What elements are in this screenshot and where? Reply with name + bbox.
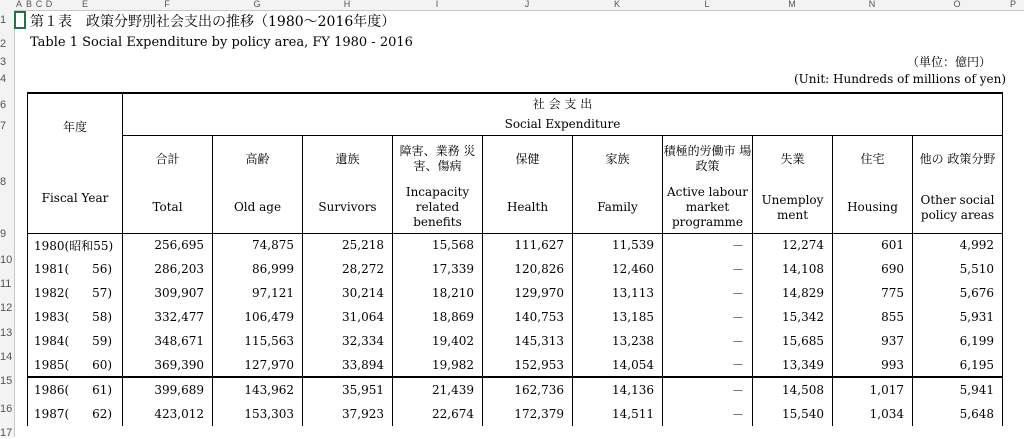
value-cell-total[interactable]: 332,477 (123, 305, 213, 329)
col-header-en-total[interactable]: Total (123, 183, 213, 233)
value-cell-family[interactable]: 11,539 (573, 233, 663, 257)
value-cell-active-labour-market-programme[interactable]: － (663, 329, 753, 353)
value-cell-family[interactable]: 12,460 (573, 257, 663, 281)
value-cell-health[interactable]: 140,753 (483, 305, 573, 329)
col-header-jp-active-labour-market-programme[interactable]: 積極的労働市 場政策 (663, 135, 753, 183)
value-cell-total[interactable]: 348,671 (123, 329, 213, 353)
value-cell-unemploy-ment[interactable]: 14,108 (753, 257, 833, 281)
value-cell-total[interactable]: 256,695 (123, 233, 213, 257)
col-header-en-incapacity-related-benefits[interactable]: Incapacity related benefits (393, 183, 483, 233)
value-cell-old-age[interactable]: 143,962 (213, 377, 303, 402)
fiscal-year-cell[interactable]: 1980(昭和55) (28, 233, 123, 257)
value-cell-other-social-policy-areas[interactable]: 5,941 (913, 377, 1003, 402)
value-cell-survivors[interactable]: 33,894 (303, 353, 393, 377)
value-cell-housing[interactable]: 937 (833, 329, 913, 353)
value-cell-old-age[interactable]: 86,999 (213, 257, 303, 281)
col-header-jp-unemploy-ment[interactable]: 失業 (753, 135, 833, 183)
title-japanese[interactable]: 第１表 政策分野別社会支出の推移（1980～2016年度） (30, 14, 396, 30)
value-cell-unemploy-ment[interactable]: 12,274 (753, 233, 833, 257)
row-header-1[interactable]: 1 (0, 14, 7, 26)
row-header-6[interactable]: 6 (0, 99, 7, 111)
value-cell-old-age[interactable]: 153,303 (213, 402, 303, 426)
value-cell-active-labour-market-programme[interactable]: － (663, 233, 753, 257)
row-header-16[interactable]: 16 (0, 403, 13, 415)
row-header-8[interactable]: 8 (0, 176, 7, 188)
fiscal-year-cell[interactable]: 1985( 60) (28, 353, 123, 377)
row-header-7[interactable]: 7 (0, 120, 7, 132)
value-cell-housing[interactable]: 775 (833, 281, 913, 305)
col-header-en-other-social-policy-areas[interactable]: Other social policy areas (913, 183, 1003, 233)
table-row (28, 402, 1003, 426)
value-cell-housing[interactable]: 1,034 (833, 402, 913, 426)
value-cell-incapacity-related-benefits[interactable]: 21,439 (393, 377, 483, 402)
value-cell-housing[interactable]: 1,017 (833, 377, 913, 402)
column-header-bar (0, 0, 1024, 11)
col-header-a[interactable]: A (15, 0, 22, 9)
col-header-en-unemploy-ment[interactable]: Unemploy ment (753, 183, 833, 233)
value-cell-total[interactable]: 399,689 (123, 377, 213, 402)
value-cell-survivors[interactable]: 31,064 (303, 305, 393, 329)
col-header-jp-housing[interactable]: 住宅 (833, 135, 913, 183)
value-cell-survivors[interactable]: 32,334 (303, 329, 393, 353)
title-english[interactable]: Table 1 Social Expenditure by policy area, FY 1980 - 2016 (30, 35, 413, 50)
table-row (28, 281, 1003, 305)
value-cell-family[interactable]: 14,511 (573, 402, 663, 426)
value-cell-other-social-policy-areas[interactable]: 6,199 (913, 329, 1003, 353)
col-header-jp-old-age[interactable]: 高齢 (213, 135, 303, 183)
value-cell-old-age[interactable]: 106,479 (213, 305, 303, 329)
col-header-en-active-labour-market-programme[interactable]: Active labour market programme (663, 183, 753, 233)
value-cell-old-age[interactable]: 115,563 (213, 329, 303, 353)
value-cell-other-social-policy-areas[interactable]: 5,931 (913, 305, 1003, 329)
col-header-jp-survivors[interactable]: 遺族 (303, 135, 393, 183)
value-cell-other-social-policy-areas[interactable]: 5,676 (913, 281, 1003, 305)
value-cell-family[interactable]: 13,113 (573, 281, 663, 305)
value-cell-housing[interactable]: 690 (833, 257, 913, 281)
value-cell-survivors[interactable]: 35,951 (303, 377, 393, 402)
col-header-jp-incapacity-related-benefits[interactable]: 障害、業務 災害、傷病 (393, 135, 483, 183)
col-header-n[interactable]: N (868, 0, 876, 9)
col-header-j[interactable]: J (524, 0, 530, 9)
fiscal-year-header[interactable] (28, 93, 123, 233)
value-cell-other-social-policy-areas[interactable]: 6,195 (913, 353, 1003, 377)
col-header-c[interactable]: C (35, 0, 43, 9)
col-header-l[interactable]: L (704, 0, 710, 9)
fiscal-year-cell[interactable]: 1987( 62) (28, 402, 123, 426)
value-cell-unemploy-ment[interactable]: 15,342 (753, 305, 833, 329)
fiscal-year-cell[interactable]: 1981( 56) (28, 257, 123, 281)
row-header-15[interactable]: 15 (0, 375, 13, 387)
col-header-d[interactable]: D (45, 0, 53, 9)
value-cell-survivors[interactable]: 37,923 (303, 402, 393, 426)
value-cell-family[interactable]: 14,054 (573, 353, 663, 377)
unit-japanese[interactable]: （単位：億円） (906, 55, 991, 69)
fiscal-year-cell[interactable]: 1983( 58) (28, 305, 123, 329)
value-cell-incapacity-related-benefits[interactable]: 15,568 (393, 233, 483, 257)
col-header-m[interactable]: M (788, 0, 796, 9)
value-cell-old-age[interactable]: 97,121 (213, 281, 303, 305)
value-cell-health[interactable]: 120,826 (483, 257, 573, 281)
col-header-en-health[interactable]: Health (483, 183, 573, 233)
value-cell-family[interactable]: 13,185 (573, 305, 663, 329)
col-header-en-housing[interactable]: Housing (833, 183, 913, 233)
value-cell-incapacity-related-benefits[interactable]: 17,339 (393, 257, 483, 281)
value-cell-active-labour-market-programme[interactable]: － (663, 305, 753, 329)
col-header-jp-total[interactable]: 合計 (123, 135, 213, 183)
value-cell-incapacity-related-benefits[interactable]: 19,982 (393, 353, 483, 377)
value-cell-active-labour-market-programme[interactable]: － (663, 281, 753, 305)
row-header-9[interactable]: 9 (0, 228, 7, 240)
row-header-bar (0, 10, 15, 437)
unit-english[interactable]: (Unit: Hundreds of millions of yen) (793, 72, 1006, 86)
col-header-i[interactable]: I (435, 0, 439, 9)
value-cell-health[interactable]: 162,736 (483, 377, 573, 402)
col-header-en-old-age[interactable]: Old age (213, 183, 303, 233)
fiscal-year-cell[interactable]: 1982( 57) (28, 281, 123, 305)
value-cell-other-social-policy-areas[interactable]: 4,992 (913, 233, 1003, 257)
value-cell-unemploy-ment[interactable]: 14,829 (753, 281, 833, 305)
col-header-p[interactable]: P (1009, 0, 1016, 9)
value-cell-total[interactable]: 286,203 (123, 257, 213, 281)
value-cell-incapacity-related-benefits[interactable]: 18,869 (393, 305, 483, 329)
value-cell-unemploy-ment[interactable]: 13,349 (753, 353, 833, 377)
value-cell-active-labour-market-programme[interactable]: － (663, 377, 753, 402)
value-cell-housing[interactable]: 601 (833, 233, 913, 257)
value-cell-housing[interactable]: 993 (833, 353, 913, 377)
fiscal-year-cell[interactable]: 1986( 61) (28, 377, 123, 402)
value-cell-total[interactable]: 309,907 (123, 281, 213, 305)
value-cell-unemploy-ment[interactable]: 15,685 (753, 329, 833, 353)
value-cell-health[interactable]: 129,970 (483, 281, 573, 305)
group-header-en[interactable]: Social Expenditure (123, 113, 1003, 135)
table-row (28, 377, 1003, 402)
col-header-o[interactable]: O (953, 0, 961, 9)
col-header-jp-other-social-policy-areas[interactable]: 他の 政策分野 (913, 135, 1003, 183)
social-expenditure-table (27, 92, 1003, 426)
value-cell-total[interactable]: 423,012 (123, 402, 213, 426)
value-cell-family[interactable]: 14,136 (573, 377, 663, 402)
value-cell-active-labour-market-programme[interactable]: － (663, 257, 753, 281)
col-header-f[interactable]: F (164, 0, 170, 9)
value-cell-old-age[interactable]: 74,875 (213, 233, 303, 257)
value-cell-active-labour-market-programme[interactable]: － (663, 402, 753, 426)
active-cell-cursor (14, 11, 26, 29)
col-header-g[interactable]: G (253, 0, 261, 9)
value-cell-active-labour-market-programme[interactable]: － (663, 353, 753, 377)
value-cell-other-social-policy-areas[interactable]: 5,648 (913, 402, 1003, 426)
fiscal-year-en: Fiscal Year (41, 191, 109, 206)
col-header-jp-health[interactable]: 保健 (483, 135, 573, 183)
row-header-17[interactable]: 17 (0, 427, 13, 439)
value-cell-survivors[interactable]: 30,214 (303, 281, 393, 305)
col-header-h[interactable]: H (343, 0, 351, 9)
table-row (28, 257, 1003, 281)
row-header-10[interactable]: 10 (0, 254, 13, 266)
value-cell-health[interactable]: 111,627 (483, 233, 573, 257)
table-row (28, 353, 1003, 377)
value-cell-incapacity-related-benefits[interactable]: 18,210 (393, 281, 483, 305)
value-cell-total[interactable]: 369,390 (123, 353, 213, 377)
col-header-en-family[interactable]: Family (573, 183, 663, 233)
value-cell-health[interactable]: 152,953 (483, 353, 573, 377)
value-cell-survivors[interactable]: 28,272 (303, 257, 393, 281)
row-header-11[interactable]: 11 (0, 278, 12, 290)
row-header-2[interactable]: 2 (0, 38, 7, 50)
row-header-4[interactable]: 4 (0, 73, 7, 85)
row-header-12[interactable]: 12 (0, 302, 13, 314)
row-header-14[interactable]: 14 (0, 351, 13, 363)
table-row (28, 329, 1003, 353)
value-cell-old-age[interactable]: 127,970 (213, 353, 303, 377)
value-cell-unemploy-ment[interactable]: 15,540 (753, 402, 833, 426)
table-row (28, 305, 1003, 329)
value-cell-housing[interactable]: 855 (833, 305, 913, 329)
row-header-13[interactable]: 13 (0, 327, 13, 339)
col-header-jp-family[interactable]: 家族 (573, 135, 663, 183)
table-row (28, 233, 1003, 257)
value-cell-survivors[interactable]: 25,218 (303, 233, 393, 257)
value-cell-family[interactable]: 13,238 (573, 329, 663, 353)
value-cell-health[interactable]: 145,313 (483, 329, 573, 353)
group-header-jp[interactable]: 社 会 支 出 (123, 93, 1003, 113)
value-cell-incapacity-related-benefits[interactable]: 19,402 (393, 329, 483, 353)
col-header-b[interactable]: B (25, 0, 32, 9)
value-cell-health[interactable]: 172,379 (483, 402, 573, 426)
col-header-en-survivors[interactable]: Survivors (303, 183, 393, 233)
value-cell-other-social-policy-areas[interactable]: 5,510 (913, 257, 1003, 281)
fiscal-year-cell[interactable]: 1984( 59) (28, 329, 123, 353)
col-header-k[interactable]: K (613, 0, 620, 9)
value-cell-incapacity-related-benefits[interactable]: 22,674 (393, 402, 483, 426)
col-header-e[interactable]: E (81, 0, 88, 9)
value-cell-unemploy-ment[interactable]: 14,508 (753, 377, 833, 402)
row-header-3[interactable]: 3 (0, 56, 7, 68)
fiscal-year-jp: 年度 (62, 120, 87, 135)
